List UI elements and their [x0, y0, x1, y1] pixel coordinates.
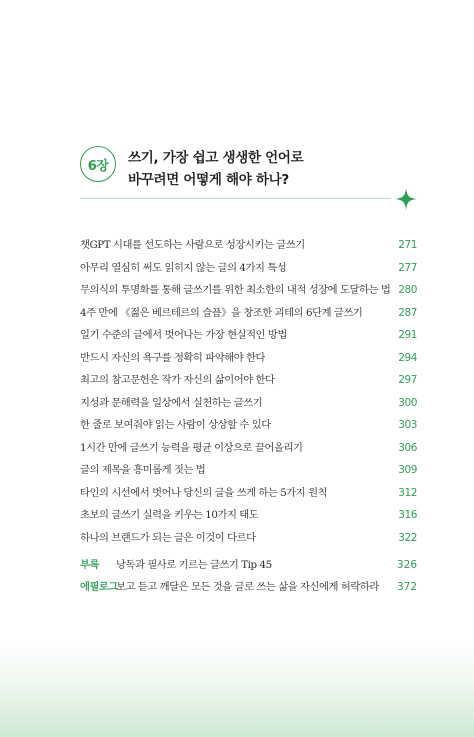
toc-entry-title: 4주 만에 《젊은 베르테르의 슬픔》을 창조한 괴테의 6단계 글쓰기 — [80, 306, 363, 319]
toc-entry-page: 271 — [398, 239, 417, 251]
appendix-label: 부록 — [80, 559, 99, 571]
appendix-title: 낭독과 필사로 기르는 글쓰기 Tip 45 — [116, 559, 272, 571]
toc-entry[interactable] — [80, 394, 417, 417]
toc-entry-page: 303 — [398, 419, 417, 431]
chapter-number: 6장 — [87, 158, 109, 174]
toc-entry[interactable] — [80, 236, 417, 259]
toc-entry-page: 287 — [398, 306, 417, 319]
appendix-entry[interactable] — [80, 556, 417, 578]
toc-entry[interactable] — [80, 416, 417, 439]
epilogue-page: 372 — [396, 581, 417, 593]
toc-entry-title: 무의식의 투명화를 통해 글쓰기를 위한 최소한의 내적 성장에 도달하는 법 — [80, 284, 391, 296]
toc-entry-title: 반드시 자신의 욕구를 정확히 파악해야 한다 — [80, 351, 266, 364]
toc-entry-page: 297 — [398, 374, 417, 386]
toc-list — [80, 236, 417, 551]
toc-entry-page: 300 — [398, 396, 417, 409]
toc-entry[interactable] — [80, 484, 417, 507]
toc-entry[interactable] — [80, 349, 417, 372]
appendix-section — [80, 556, 417, 600]
toc-entry[interactable] — [80, 326, 417, 349]
toc-entry-title: 최고의 참고문헌은 작가 자신의 삶이어야 한다 — [80, 374, 275, 386]
toc-entry[interactable] — [80, 304, 417, 327]
toc-entry-title: 초보의 글쓰기 실력을 키우는 10가지 태도 — [80, 509, 259, 521]
toc-entry-title: 아무리 열심히 써도 읽히지 않는 글의 4가지 특성 — [80, 261, 287, 274]
toc-entry[interactable] — [80, 461, 417, 484]
toc-entry-page: 291 — [398, 329, 417, 341]
toc-entry-title: 지성과 문해력을 일상에서 실천하는 글쓰기 — [80, 396, 263, 409]
toc-entry[interactable] — [80, 529, 417, 552]
toc-entry-page: 312 — [398, 486, 417, 499]
toc-entry-title: 하나의 브랜드가 되는 글은 이것이 다르다 — [80, 531, 256, 544]
toc-entry-title: 한 줄로 보여줘야 읽는 사람이 상상할 수 있다 — [80, 419, 271, 431]
appendix-page: 326 — [396, 559, 417, 571]
chapter-badge — [80, 146, 116, 182]
chapter-title-line-2: 바꾸려면 어떻게 해야 하나? — [128, 172, 289, 188]
toc-entry[interactable] — [80, 259, 417, 282]
chapter-title — [128, 147, 303, 191]
sparkle-icon — [395, 188, 417, 210]
toc-entry[interactable] — [80, 281, 417, 304]
chapter-divider — [80, 198, 391, 199]
chapter-title-line-1: 쓰기, 가장 쉽고 생생한 언어로 — [128, 150, 304, 166]
toc-entry-title: 챗GPT 시대를 선도하는 사람으로 성장시키는 글쓰기 — [80, 239, 305, 251]
toc-entry[interactable] — [80, 371, 417, 394]
toc-entry-page: 316 — [398, 509, 417, 521]
epilogue-title: 보고 듣고 깨달은 모든 것을 글로 쓰는 삶을 자신에게 허락하라 — [116, 581, 379, 593]
toc-entry-title: 글의 제목을 흥미롭게 짓는 법 — [80, 464, 206, 476]
toc-entry-page: 280 — [398, 284, 417, 296]
toc-entry-title: 일기 수준의 글에서 벗어나는 가장 현실적인 방법 — [80, 329, 287, 341]
epilogue-label: 에필로그 — [80, 581, 118, 593]
toc-entry-page: 309 — [398, 464, 417, 476]
toc-entry-page: 277 — [398, 261, 417, 274]
epilogue-entry[interactable] — [80, 578, 417, 600]
toc-entry-title: 1시간 만에 글쓰기 능력을 평균 이상으로 끌어올리기 — [80, 441, 303, 454]
toc-entry-page: 322 — [398, 531, 417, 544]
toc-entry[interactable] — [80, 506, 417, 529]
bottom-gradient — [0, 642, 474, 737]
toc-entry[interactable] — [80, 439, 417, 462]
toc-entry-page: 294 — [398, 351, 417, 364]
toc-entry-title: 타인의 시선에서 벗어나 당신의 글을 쓰게 하는 5가지 원칙 — [80, 486, 328, 499]
toc-entry-page: 306 — [398, 441, 417, 454]
